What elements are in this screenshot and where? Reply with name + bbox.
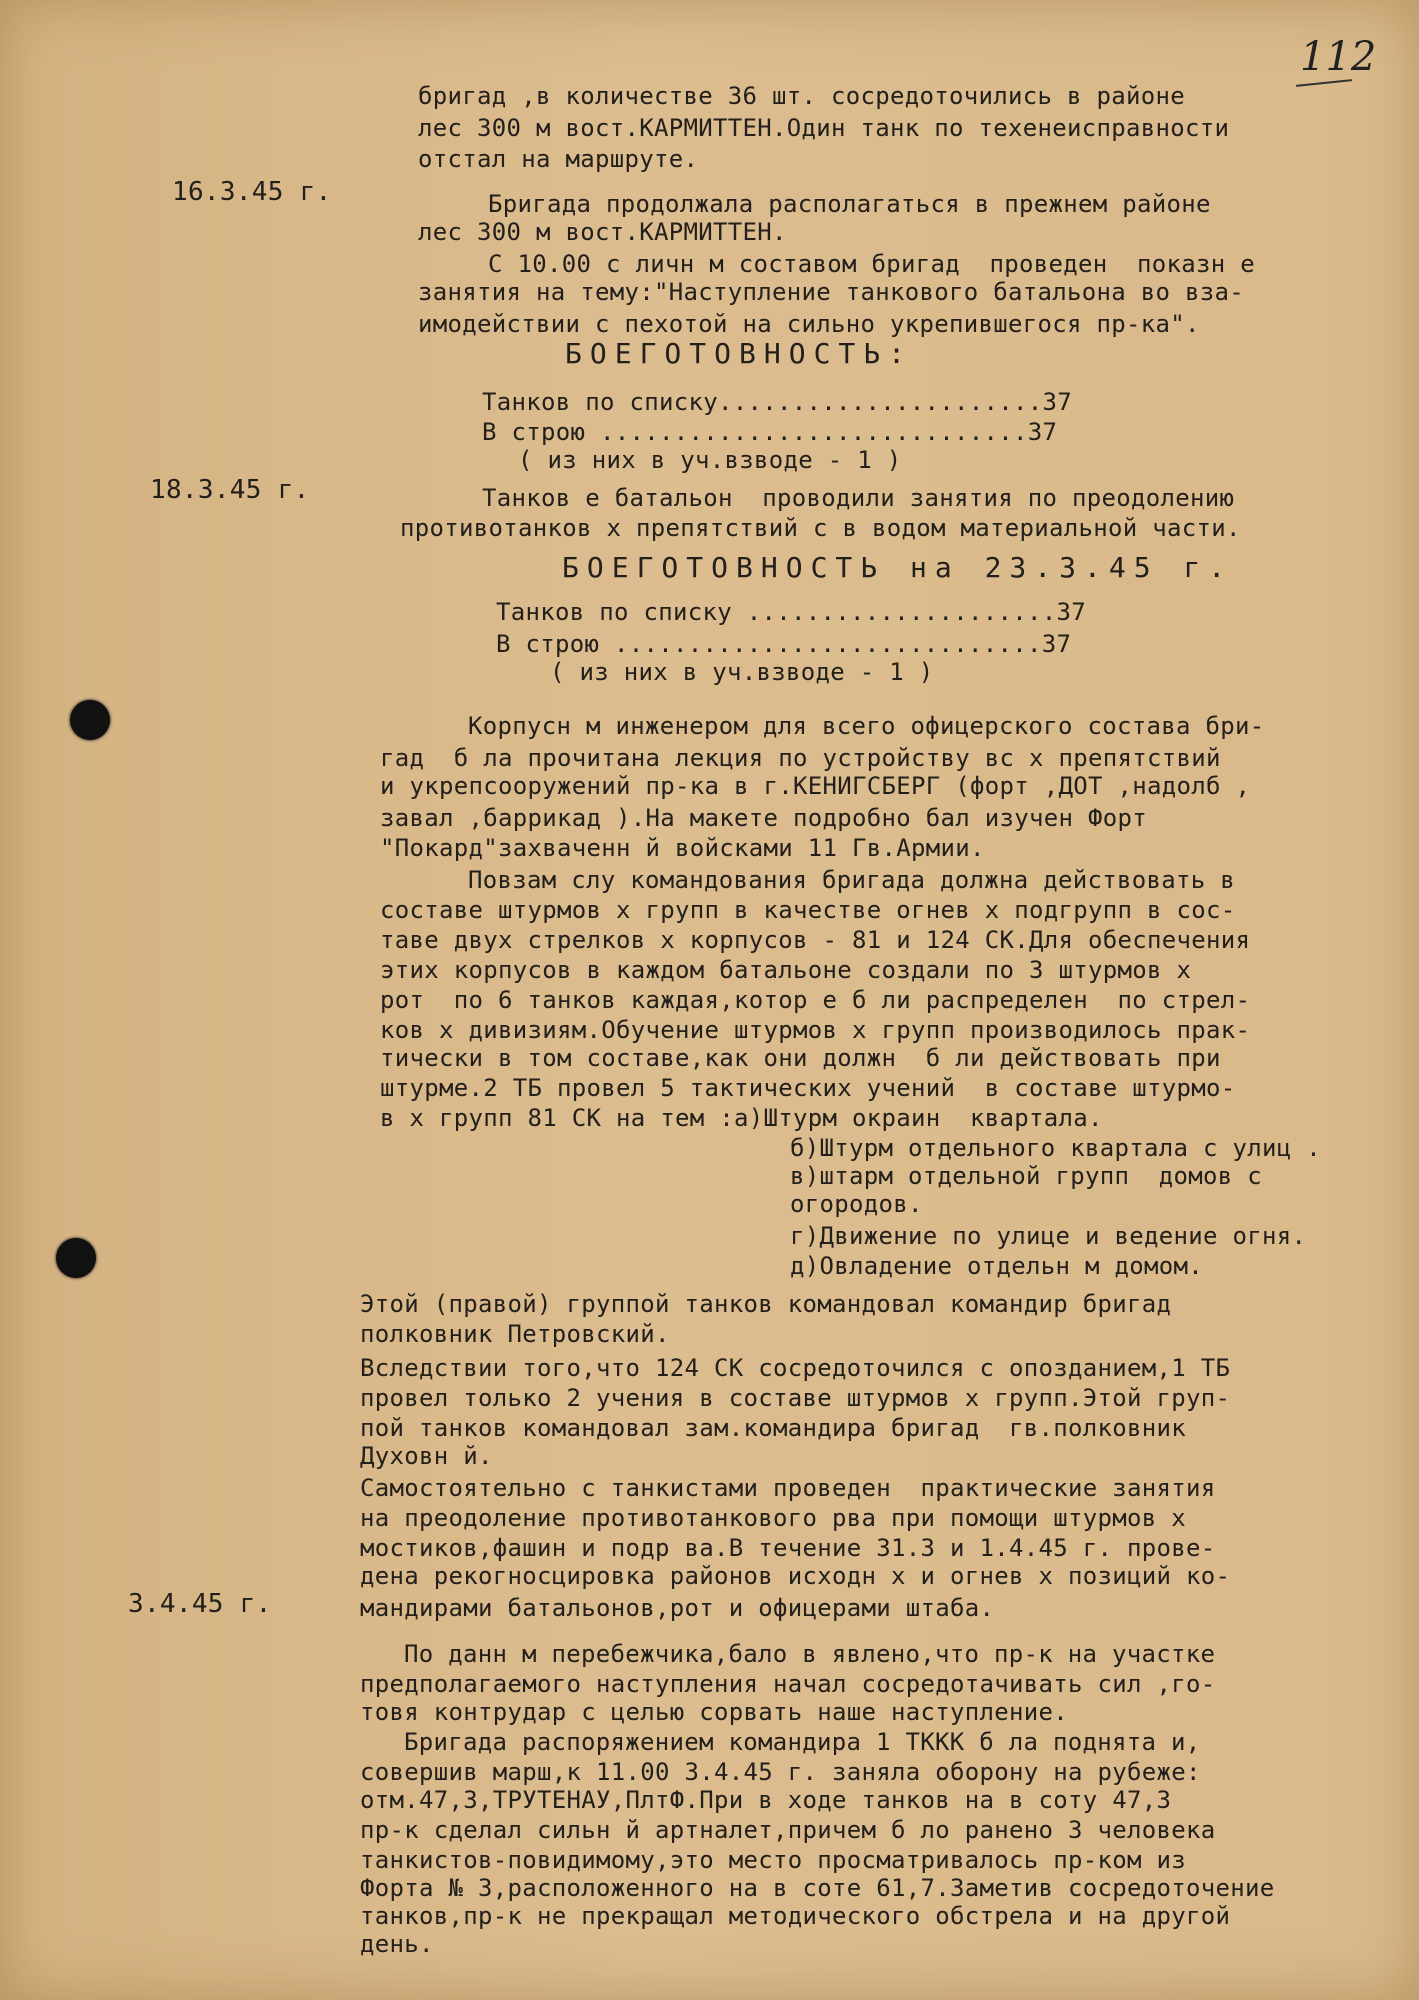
text-line: в)штарм отдельной групп домов с bbox=[790, 1162, 1262, 1190]
text-line: В строю .............................37 bbox=[496, 630, 1072, 658]
text-line: провел только 2 учения в составе штурмов х групп.Этой груп- bbox=[360, 1384, 1231, 1412]
text-line: Корпусн м инженером для всего офицерского состава бри- bbox=[468, 712, 1265, 740]
text-line: составе штурмов х групп в качестве огнев х подгрупп в сос- bbox=[380, 896, 1236, 924]
text-line: "Покард"захваченн й войсками 11 Гв.Армии. bbox=[380, 834, 985, 862]
text-line: б)Штурм отдельного квартала с улиц . bbox=[790, 1134, 1321, 1162]
section-heading: БОЕГОТОВНОСТЬ на 23.3.45 г. bbox=[562, 551, 1234, 584]
page-number-underline bbox=[1296, 79, 1352, 87]
text-line: В строю .............................37 bbox=[482, 418, 1058, 446]
text-line: Танков е батальон проводили занятия по преодолению bbox=[482, 484, 1235, 512]
date-label: 16.3.45 г. bbox=[172, 177, 332, 207]
text-line: имодействии с пехотой на сильно укрепившегося пр-ка". bbox=[418, 310, 1200, 338]
text-line: предполагаемого наступления начал сосредотачивать сил ,го- bbox=[360, 1670, 1216, 1698]
punch-hole bbox=[56, 1238, 96, 1278]
text-line: мостиков,фашин и подр ва.В течение 31.3 и 1.4.45 г. прове- bbox=[360, 1534, 1216, 1562]
text-line: Вследствии того,что 124 СК сосредоточился с опозданием,1 ТБ bbox=[360, 1354, 1231, 1382]
text-line: г)Движение по улице и ведение огня. bbox=[790, 1222, 1307, 1250]
text-line: ( из них в уч.взводе - 1 ) bbox=[518, 446, 902, 474]
text-line: пой танков командовал зам.командира бригад гв.полковник bbox=[360, 1414, 1186, 1442]
text-line: товя контрудар с целью сорвать наше наступление. bbox=[360, 1698, 1068, 1726]
text-line: Танков по списку .....................37 bbox=[496, 598, 1086, 626]
text-line: По данн м перебежчика,бало в явлено,что пр-к на участке bbox=[404, 1640, 1216, 1668]
text-line: бригад ,в количестве 36 шт. сосредоточились в районе bbox=[418, 82, 1185, 110]
text-line: отм.47,3,ТРУТЕНАУ,ПлтФ.При в ходе танков на в соту 47,3 bbox=[360, 1786, 1172, 1814]
text-line: завал ,баррикад ).На макете подробно бал изучен Форт bbox=[380, 804, 1147, 832]
text-line: занятия на тему:"Наступление танкового батальона во вза- bbox=[418, 278, 1244, 306]
text-line: тически в том составе,как они должн б ли действовать при bbox=[380, 1044, 1221, 1072]
text-line: рот по 6 танков каждая,котор е б ли распределен по стрел- bbox=[380, 986, 1251, 1014]
text-line: на преодоление противотанкового рва при помощи штурмов х bbox=[360, 1504, 1186, 1532]
text-line: в х групп 81 СК на тем :а)Штурм окраин квартала. bbox=[380, 1104, 1103, 1132]
text-line: Самостоятельно с танкистами проведен практические занятия bbox=[360, 1474, 1216, 1502]
text-line: Бригада распоряжением командира 1 ТККК б ла поднята и, bbox=[404, 1728, 1201, 1756]
page-number: 112 bbox=[1300, 34, 1377, 80]
text-line: полковник Петровский. bbox=[360, 1320, 670, 1348]
text-line: дена рекогносцировка районов исходн х и огнев х позиций ко- bbox=[360, 1562, 1231, 1590]
text-line: совершив марш,к 11.00 3.4.45 г. заняла оборону на рубеже: bbox=[360, 1758, 1201, 1786]
text-line: ков х дивизиям.Обучение штурмов х групп производилось прак- bbox=[380, 1016, 1251, 1044]
text-line: отстал на маршруте. bbox=[418, 145, 699, 173]
text-line: С 10.00 с личн м составом бригад проведен показн е bbox=[488, 250, 1255, 278]
text-line: Форта № 3,расположенного на в соте 61,7.Заметив сосредоточение bbox=[360, 1874, 1275, 1902]
text-line: огородов. bbox=[790, 1190, 923, 1218]
punch-hole bbox=[70, 700, 110, 740]
text-line: этих корпусов в каждом батальоне создали по 3 штурмов х bbox=[380, 956, 1192, 984]
text-line: ( из них в уч.взводе - 1 ) bbox=[550, 658, 934, 686]
text-line: д)Овладение отдельн м домом. bbox=[790, 1252, 1203, 1280]
text-line: Танков по списку......................37 bbox=[482, 388, 1072, 416]
text-line: Повзам слу командования бригада должна действовать в bbox=[468, 866, 1235, 894]
text-line: и укрепсооружений пр-ка в г.КЕНИГСБЕРГ (форт ,ДОТ ,надолб , bbox=[380, 772, 1251, 800]
text-line: танков,пр-к не прекращал методического обстрела и на другой bbox=[360, 1902, 1231, 1930]
text-line: таве двух стрелков х корпусов - 81 и 124 СК.Для обеспечения bbox=[380, 926, 1251, 954]
section-heading: БОЕГОТОВНОСТЬ: bbox=[565, 337, 914, 370]
text-line: мандирами батальонов,рот и офицерами штаба. bbox=[360, 1594, 995, 1622]
text-line: гад б ла прочитана лекция по устройству вс х препятствий bbox=[380, 744, 1221, 772]
text-line: танкистов-повидимому,это место просматривалось пр-ком из bbox=[360, 1846, 1186, 1874]
text-line: лес 300 м вост.КАРМИТТЕН.Один танк по техенеисправности bbox=[418, 114, 1230, 142]
date-label: 18.3.45 г. bbox=[150, 475, 310, 505]
text-line: Этой (правой) группой танков командовал командир бригад bbox=[360, 1290, 1172, 1318]
text-line: день. bbox=[360, 1930, 434, 1958]
text-line: Духовн й. bbox=[360, 1442, 493, 1470]
text-line: пр-к сделал сильн й артналет,причем б ло ранено 3 человека bbox=[360, 1816, 1216, 1844]
text-line: лес 300 м вост.КАРМИТТЕН. bbox=[418, 218, 787, 246]
text-line: штурме.2 ТБ провел 5 тактических учений в составе штурмо- bbox=[380, 1074, 1236, 1102]
date-label: 3.4.45 г. bbox=[128, 1589, 272, 1619]
text-line: Бригада продолжала располагаться в прежнем районе bbox=[488, 190, 1211, 218]
text-line: противотанков х препятствий с в водом материальной части. bbox=[400, 514, 1241, 542]
